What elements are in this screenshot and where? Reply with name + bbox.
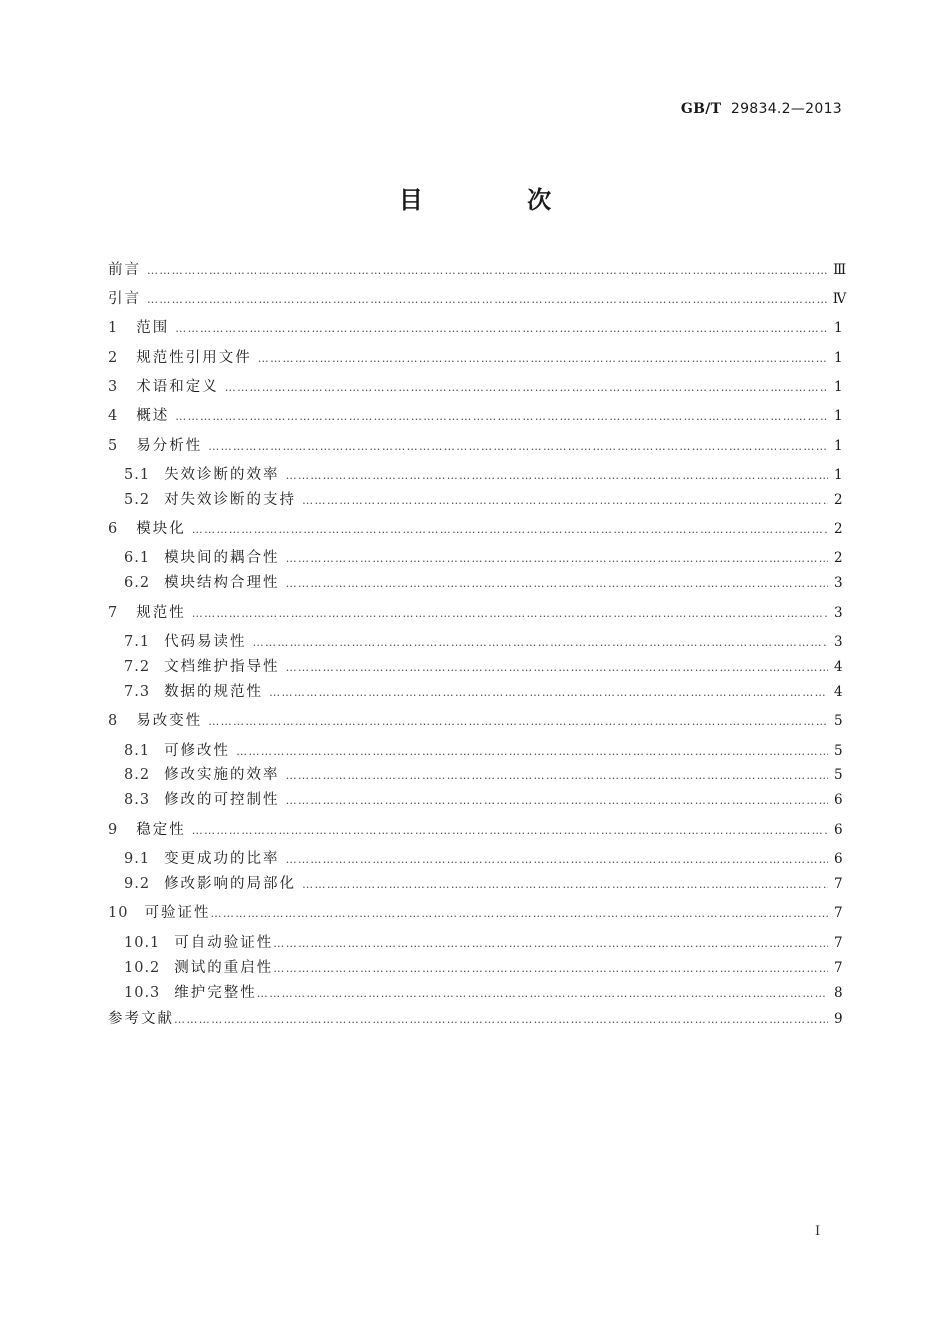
toc-entry-page: 9 <box>834 1011 843 1027</box>
toc-entry-number: 5.2 <box>124 492 151 508</box>
toc-entry-page: 4 <box>834 659 843 675</box>
toc-entry[interactable] <box>108 318 842 338</box>
toc-leader-dots <box>192 604 828 624</box>
toc-leader-dots <box>208 437 828 457</box>
toc-entry[interactable] <box>108 849 842 869</box>
toc-leader-dots <box>302 875 828 895</box>
toc-entry-label: 可自动验证性 <box>174 935 274 951</box>
toc-entry-page: 1 <box>834 379 843 395</box>
toc-leader-dots <box>302 491 828 511</box>
toc-entry-number: 7.1 <box>124 634 151 650</box>
toc-entry[interactable] <box>108 348 842 368</box>
toc-leader-dots <box>286 549 828 569</box>
toc-entry-number: 5.1 <box>124 467 151 483</box>
toc-entry-number: 9.2 <box>124 876 151 892</box>
toc-leader-dots <box>286 574 828 594</box>
toc-entry-page: 7 <box>834 905 843 921</box>
toc-entry[interactable] <box>108 983 842 1003</box>
toc-entry-page: 7 <box>834 935 843 951</box>
toc-leader-dots <box>147 261 827 281</box>
toc-entry-label: 测试的重启性 <box>174 960 274 976</box>
toc-leader-dots <box>236 742 828 762</box>
toc-entry-number: 8.1 <box>124 743 151 759</box>
toc-entry[interactable] <box>108 632 842 652</box>
toc-leader-dots <box>174 1010 828 1030</box>
toc-entry[interactable] <box>108 874 842 894</box>
toc-entry-page: 8 <box>834 985 843 1001</box>
toc-entry[interactable] <box>108 436 842 456</box>
toc-entry-label: 修改实施的效率 <box>164 767 280 783</box>
toc-entry-number: 3 <box>108 379 119 395</box>
toc-entry-page: Ⅲ <box>833 262 847 278</box>
toc-entry-label: 对失效诊断的支持 <box>164 492 297 508</box>
toc-entry-label: 失效诊断的效率 <box>164 467 280 483</box>
toc-entry[interactable] <box>108 548 842 568</box>
toc-entry-label: 可修改性 <box>164 743 231 759</box>
toc-entry-number: 4 <box>108 408 119 424</box>
toc-leader-dots <box>208 712 828 732</box>
toc-entry-label: 文档维护指导性 <box>164 659 280 675</box>
toc-entry-page: 6 <box>834 822 843 838</box>
toc-entry-label: 变更成功的比率 <box>164 851 280 867</box>
toc-leader-dots <box>273 959 828 979</box>
toc-entry-label: 前言 <box>108 262 141 278</box>
toc-entry[interactable] <box>108 933 842 953</box>
toc-entry-number: 10 <box>108 905 129 921</box>
toc-entry-page: 5 <box>834 767 843 783</box>
toc-entry-label: 范围 <box>136 320 170 336</box>
toc-entry[interactable] <box>108 741 842 761</box>
toc-entry-page: 1 <box>834 467 843 483</box>
toc-entry[interactable] <box>108 603 842 623</box>
toc-entry-page: 5 <box>834 713 843 729</box>
toc-leader-dots <box>286 658 828 678</box>
toc-entry-page: Ⅳ <box>832 291 847 307</box>
toc-entry-page: 2 <box>834 521 843 537</box>
toc-entry-page: 1 <box>834 408 843 424</box>
toc-entry-page: 2 <box>834 550 843 566</box>
toc-entry[interactable] <box>108 657 842 677</box>
toc-entry-page: 7 <box>834 960 843 976</box>
toc-leader-dots <box>225 378 828 398</box>
toc-leader-dots <box>175 319 828 339</box>
standard-number: 29834.2—2013 <box>730 101 842 117</box>
toc-entry-page: 5 <box>834 743 843 759</box>
toc-leader-dots <box>253 633 828 653</box>
toc-entry-number: 7.2 <box>124 659 151 675</box>
toc-entry-label: 模块结构合理性 <box>164 575 280 591</box>
toc-leader-dots <box>286 466 828 486</box>
toc-entry-label: 概述 <box>136 408 170 424</box>
toc-entry[interactable] <box>108 711 842 731</box>
toc-entry-label: 可验证性 <box>144 905 211 921</box>
toc-entry-number: 10.3 <box>124 985 161 1001</box>
toc-entry-number: 6 <box>108 521 119 537</box>
toc-entry-label: 维护完整性 <box>174 985 257 1001</box>
toc-leader-dots <box>175 407 828 427</box>
toc-entry-label: 模块间的耦合性 <box>164 550 280 566</box>
toc-entry-number: 6.1 <box>124 550 151 566</box>
toc-entry-label: 规范性引用文件 <box>136 350 252 366</box>
toc-entry-number: 6.2 <box>124 575 151 591</box>
toc-entry[interactable] <box>108 406 842 426</box>
toc-entry-number: 10.2 <box>124 960 161 976</box>
toc-entry[interactable] <box>108 289 847 309</box>
toc-entry-page: 3 <box>834 575 843 591</box>
toc-entry[interactable] <box>108 490 842 510</box>
standard-prefix: GB/T <box>680 101 722 117</box>
toc-leader-dots <box>269 683 828 703</box>
toc-entry-page: 6 <box>834 792 843 808</box>
toc-entry-page: 6 <box>834 851 843 867</box>
toc-entry-label: 代码易读性 <box>164 634 247 650</box>
page-number: Ⅰ <box>815 1224 821 1239</box>
page-title: 目 次 <box>398 186 600 214</box>
toc-entry-number: 8.3 <box>124 792 151 808</box>
toc-entry[interactable] <box>108 573 842 593</box>
toc-entry[interactable] <box>108 903 842 923</box>
toc-entry-label: 修改的可控制性 <box>164 792 280 808</box>
toc-entry-number: 8 <box>108 713 119 729</box>
toc-entry[interactable] <box>108 519 842 539</box>
toc-entry-number: 7 <box>108 605 119 621</box>
toc-entry-label: 修改影响的局部化 <box>164 876 297 892</box>
toc-entry-number: 9 <box>108 822 119 838</box>
toc-entry[interactable] <box>108 260 847 280</box>
toc-entry-label: 易改变性 <box>136 713 203 729</box>
toc-leader-dots <box>257 984 828 1004</box>
toc-entry[interactable] <box>108 790 842 810</box>
toc-leader-dots <box>258 349 828 369</box>
toc-leader-dots <box>210 904 828 924</box>
toc-entry-number: 5 <box>108 438 119 454</box>
toc-leader-dots <box>192 520 828 540</box>
toc-entry-label: 引言 <box>108 291 141 307</box>
toc-entry-page: 3 <box>834 605 843 621</box>
toc-entry-page: 7 <box>834 876 843 892</box>
toc-entry-page: 1 <box>834 438 843 454</box>
toc-entry[interactable] <box>108 765 842 785</box>
toc-entry-label: 术语和定义 <box>136 379 219 395</box>
toc-entry-label: 模块化 <box>136 521 186 537</box>
toc-entry-number: 7.3 <box>124 684 151 700</box>
standard-code <box>681 101 842 117</box>
toc-leader-dots <box>286 791 828 811</box>
toc-entry-label: 稳定性 <box>136 822 186 838</box>
toc-leader-dots <box>192 821 828 841</box>
toc-entry-page: 4 <box>834 684 843 700</box>
toc-leader-dots <box>286 850 828 870</box>
toc-entry-page: 1 <box>834 320 843 336</box>
toc-entry[interactable] <box>108 465 842 485</box>
toc-entry-label: 数据的规范性 <box>164 684 264 700</box>
toc-entry-number: 2 <box>108 350 119 366</box>
toc-entry-label: 易分析性 <box>136 438 203 454</box>
toc-entry-number: 10.1 <box>124 935 161 951</box>
toc-leader-dots <box>286 766 828 786</box>
toc-entry-label: 规范性 <box>136 605 186 621</box>
toc-entry[interactable] <box>108 1009 842 1029</box>
toc-leader-dots <box>147 290 827 310</box>
toc-entry-number: 1 <box>108 320 119 336</box>
toc-entry-page: 2 <box>834 492 843 508</box>
toc-entry-number: 9.1 <box>124 851 151 867</box>
toc-entry-page: 1 <box>834 350 843 366</box>
toc-entry[interactable] <box>108 958 842 978</box>
toc-entry-page: 3 <box>834 634 843 650</box>
toc-leader-dots <box>273 934 828 954</box>
toc-entry-label: 参考文献 <box>108 1011 174 1027</box>
toc-entry-number: 8.2 <box>124 767 151 783</box>
toc-entry[interactable] <box>108 820 842 840</box>
toc-entry[interactable] <box>108 377 842 397</box>
toc-entry[interactable] <box>108 682 842 702</box>
